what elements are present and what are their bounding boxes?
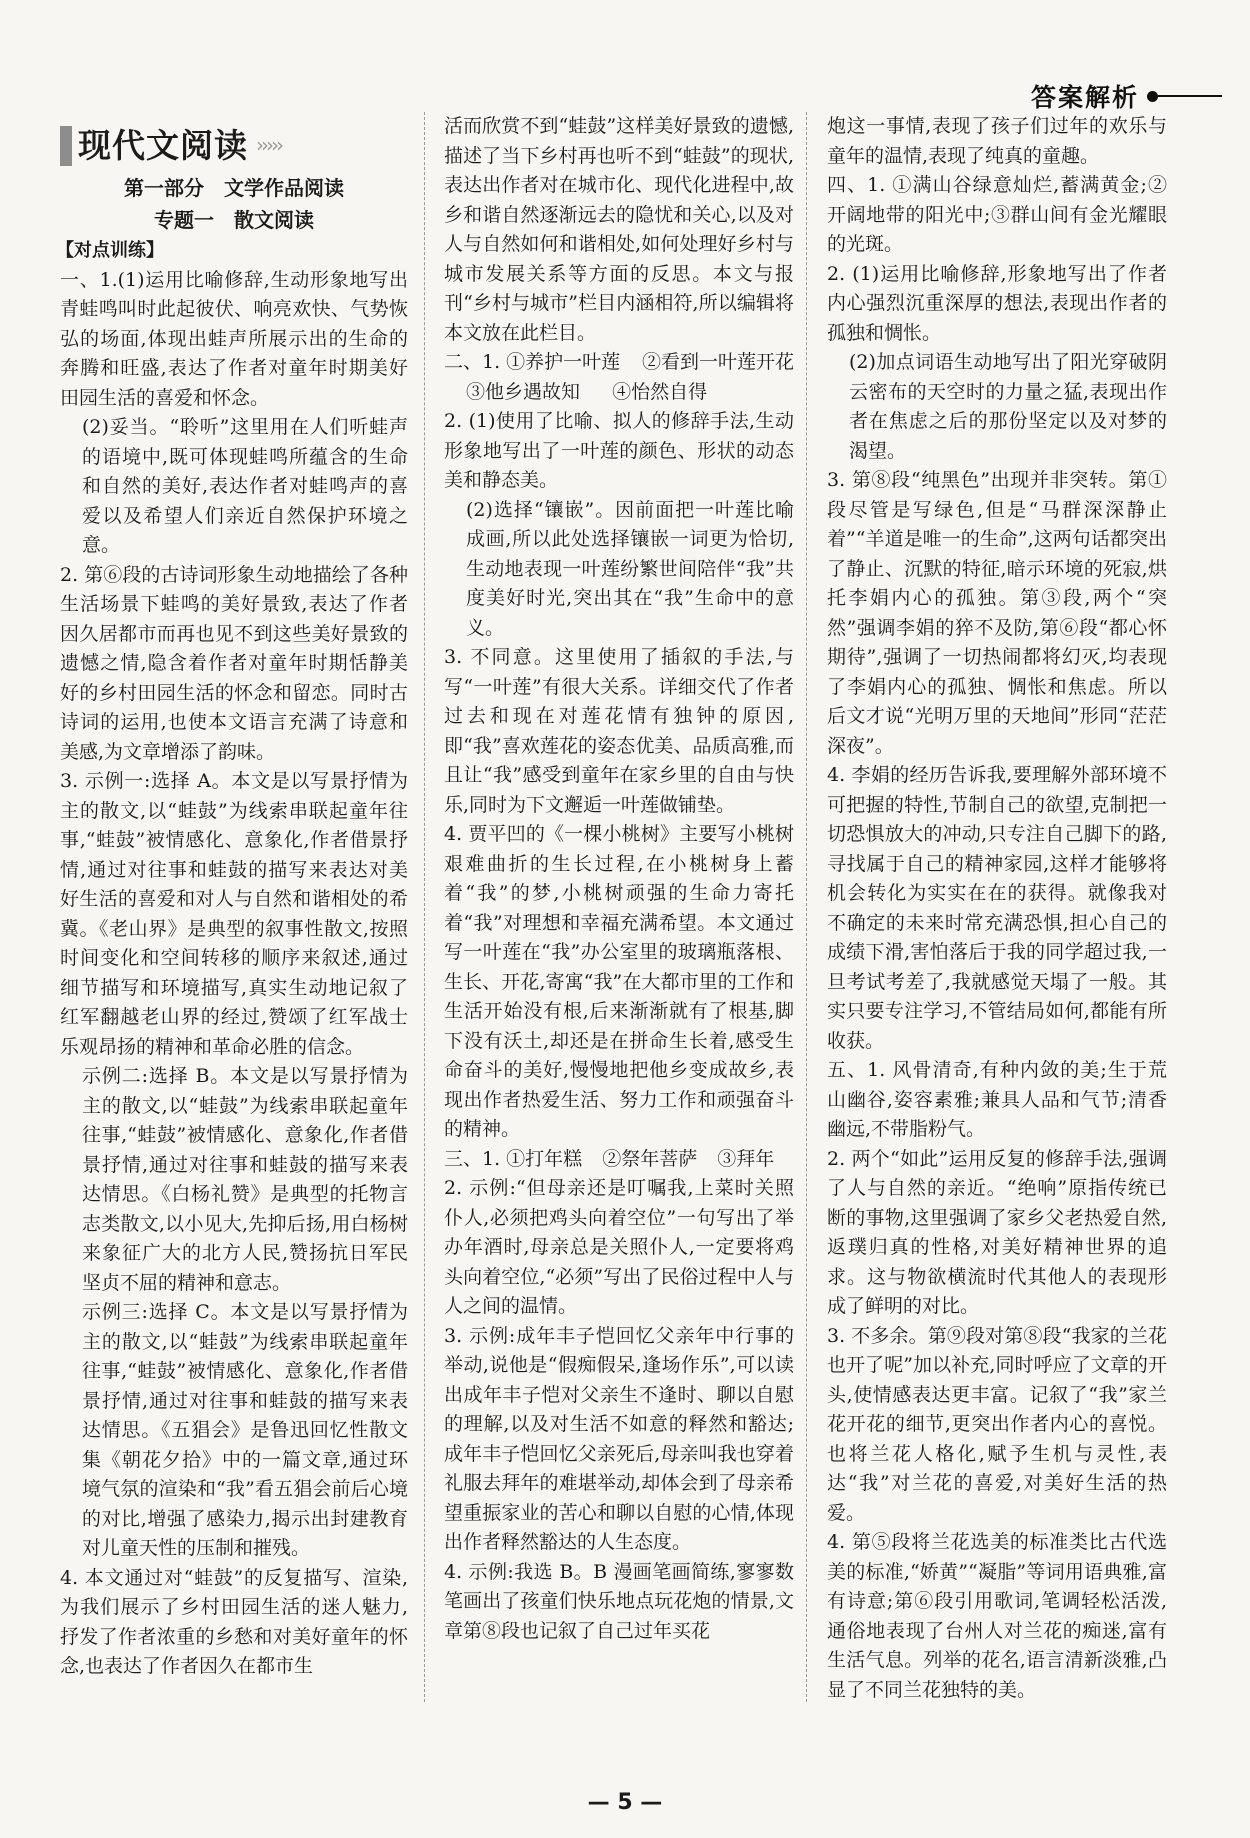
answer-paragraph: 示例三:选择 C。本文是以写景抒情为主的散文,以“蛙鼓”为线索串联起童年往事,“蛙鼓”被情感化、意象化,作者借景抒情,通过对往事和蛙鼓的描写来表达情思。《五猖会》是鲁迅回忆性散文集《朝花夕拾》中的一篇文章,通过环境气氛的渲染和“我”看五猖会前后心境的对比,增强了感染力,揭示出封建教育对儿童天性的压制和摧残。: [82, 1301, 408, 1559]
answer-paragraph: 2. 两个“如此”运用反复的修辞手法,强调了人与自然的亲近。“绝响”原指传统已断的事物,这里强调了家乡父老热爱自然,返璞归真的性格,对美好精神世界的追求。这与物欲横流时代其他人的表现形成了鲜明的对比。: [827, 1147, 1167, 1317]
answer-item: ③拜年: [717, 1147, 775, 1170]
answer-paragraph: 五、1. 风骨清奇,有种内敛的美;生于荒山幽谷,姿容素雅;兼具人品和气节;清香幽远,不带脂粉气。: [827, 1059, 1167, 1140]
answer-paragraph: 炮这一事情,表现了孩子们过年的欢乐与童年的温情,表现了纯真的童趣。: [827, 115, 1167, 167]
section-title-block: [60, 126, 408, 166]
answer-paragraph: 3. 示例一:选择 A。本文是以写景抒情为主的散文,以“蛙鼓”为线索串联起童年往事,“蛙鼓”被情感化、意象化,作者借景抒情,通过对往事和蛙鼓的描写来表达对美好生活的喜爱和对人与自然和谐相处的希冀。《老山界》是典型的叙事性散文,按照时间变化和空间转移的顺序来叙述,通过细节描写和环境描写,真实生动地记叙了红军翻越老山界的经过,赞颂了红军战士乐观昂扬的精神和革命必胜的信念。: [60, 770, 408, 1058]
answer-paragraph: 3. 不多余。第⑨段对第⑧段“我家的兰花也开了呢”加以补充,同时呼应了文章的开头,使情感表达更丰富。记叙了“我”家兰花开花的细节,更突出作者内心的喜悦。也将兰花人格化,赋予生机与灵性,表达“我”对兰花的喜爱,对美好生活的热爱。: [827, 1324, 1167, 1524]
page-number: — 5 —: [587, 1790, 663, 1815]
answer-paragraph: 3. 示例:成年丰子恺回忆父亲年中行事的举动,说他是“假痴假呆,逢场作乐”,可以读出成年丰子恺对父亲生不逢时、聊以自慰的理解,以及对生活不如意的释然和豁达;成年丰子恺回忆父亲死后,母亲叫我也穿着礼服去拜年的难堪举动,却体会到了母亲希望重振家业的苦心和聊以自慰的心情,体现出作者释然豁达的人生态度。: [444, 1324, 794, 1553]
answer-paragraph: 2. 示例:“但母亲还是叮嘱我,上菜时关照仆人,必须把鸡头向着空位”一句写出了举办年酒时,母亲总是关照仆人,一定要将鸡头向着空位,“必须”写出了民俗过程中人与人之间的温情。: [444, 1177, 794, 1317]
answer-line: [444, 1145, 794, 1175]
answer-paragraph: 3. 不同意。这里使用了插叙的手法,与写“一叶莲”有很大关系。详细交代了作者过去和现在对莲花情有独钟的原因,即“我”喜欢莲花的姿态优美、品质高雅,而且让“我”感受到童年在家乡里的自由与快乐,同时为下文邂逅一叶莲做铺垫。: [444, 646, 794, 816]
column-2: [444, 112, 794, 1646]
title-bar-icon: [60, 126, 72, 166]
answer-paragraph: 4. 李娟的经历告诉我,要理解外部环境不可把握的特性,节制自己的欲望,克制把一切恐惧放大的冲动,只专注自己脚下的路,寻找属于自己的精神家园,这样才能够将机会转化为实实在在的获得。就像我对不确定的未来时常充满恐惧,担心自己的成绩下滑,害怕落后于我的同学超过我,一旦考试考差了,我就感觉天塌了一般。其实只要专注学习,不管结局如何,都能有所收获。: [827, 764, 1167, 1052]
answer-paragraph: (2)选择“镶嵌”。因前面把一叶莲比喻成画,所以此处选择镶嵌一词更为恰切,生动地表现一叶莲纷繁世间陪伴“我”共度美好时光,突出其在“我”生命中的意义。: [466, 498, 794, 639]
answer-item: ④怡然自得: [612, 380, 708, 403]
answer-paragraph: (2)妥当。“聆听”这里用在人们听蛙声的语境中,既可体现蛙鸣所蕴含的生命和自然的美好,表达作者对蛙鸣声的喜爱以及希望人们亲近自然保护环境之意。: [82, 416, 408, 556]
answer-paragraph: 示例二:选择 B。本文是以写景抒情为主的散文,以“蛙鼓”为线索串联起童年往事,“蛙鼓”被情感化、意象化,作者借景抒情,通过对往事和蛙鼓的描写来表达情思。《白杨礼赞》是典型的托物言志类散文,以小见大,先抑后扬,用白杨树来象征广大的北方人民,赞扬抗日军民坚贞不屈的精神和意志。: [82, 1065, 408, 1294]
chevrons-icon: ›››››: [256, 133, 281, 158]
column-divider: [424, 112, 425, 1702]
answer-paragraph: 2. 第⑥段的古诗词形象生动地描绘了各种生活场景下蛙鸣的美好景致,表达了作者因久居都市而再也见不到这些美好景致的遗憾之情,隐含着作者对童年时期恬静美好的乡村田园生活的怀念和留恋。同时古诗词的运用,也使本文语言充满了诗意和美感,为文章增添了韵味。: [60, 563, 408, 763]
answer-paragraph: 四、1. ①满山谷绿意灿烂,蓄满黄金;②开阔地带的阳光中;③群山间有金光耀眼的光斑。: [827, 174, 1167, 255]
answer-item: ②祭年菩萨: [602, 1147, 698, 1170]
column-divider: [806, 112, 807, 1702]
answer-paragraph: 活而欣赏不到“蛙鼓”这样美好景致的遗憾,描述了当下乡村再也听不到“蛙鼓”的现状,表达出作者对在城市化、现代化进程中,故乡和谐自然逐渐远去的隐忧和关心,以及对人与自然如何和谐相处,如何处理好乡村与城市发展关系等方面的反思。本文与报刊“乡村与城市”栏目内涵相符,所以编辑将本文放在此栏目。: [444, 115, 794, 344]
answer-paragraph: 2. (1)运用比喻修辞,形象地写出了作者内心强烈沉重深厚的想法,表现出作者的孤独和惆怅。: [827, 262, 1167, 344]
answer-paragraph: (2)加点词语生动地写出了阳光穿破阴云密布的天空时的力量之猛,表现出作者在焦虑之后的那份坚定以及对梦的渴望。: [849, 351, 1167, 462]
answer-paragraph: 2. (1)使用了比喻、拟人的修辞手法,生动形象地写出了一叶莲的颜色、形状的动态美和静态美。: [444, 410, 794, 491]
practice-tag: 【对点训练】: [56, 240, 164, 261]
header-rule: [1158, 95, 1222, 97]
answer-item: 二、1. ①养护一叶莲: [444, 351, 621, 373]
answer-item: 三、1. ①打年糕: [444, 1147, 583, 1170]
column-1: [56, 112, 408, 1682]
answer-line: [444, 348, 794, 378]
answer-paragraph: 一、1.(1)运用比喻修辞,生动形象地写出青蛙鸣叫时此起彼伏、响亮欢快、气势恢弘的场面,体现出蛙声所展示出的生命的奔腾和旺盛,表达了作者对童年时期美好田园生活的喜爱和怀念。: [60, 268, 408, 409]
answer-line: [444, 378, 794, 408]
answer-item: ③他乡遇故知: [466, 380, 581, 403]
bullet-dot-icon: [1147, 91, 1158, 102]
section-header-tag: [1031, 78, 1222, 114]
answer-paragraph: 3. 第⑧段“纯黑色”出现并非突转。第①段尽管是写绿色,但是“马群深深静止着”“羊道是唯一的生命”,这两句话都突出了静止、沉默的特征,暗示环境的死寂,烘托李娟内心的孤独。第③段,两个“突然”强调李娟的猝不及防,第⑥段“都心怀期待”,强调了一切热闹都将幻灭,均表现了李娟内心的孤独、惆怅和焦虑。所以后文才说“光明万里的天地间”形同“茫茫深夜”。: [827, 469, 1167, 757]
answer-paragraph: 4. 示例:我选 B。B 漫画笔画简练,寥寥数笔画出了孩童们快乐地点玩花炮的情景,文章第⑧段也记叙了自己过年买花: [444, 1560, 794, 1642]
column-3: [827, 112, 1167, 1705]
answer-item: ②看到一叶莲开花: [641, 351, 794, 373]
part-title: 第一部分 文学作品阅读: [124, 176, 344, 200]
answer-paragraph: 4. 贾平凹的《一棵小桃树》主要写小桃树艰难曲折的生长过程,在小桃树身上蓄着“我”的梦,小桃树顽强的生命力寄托着“我”对理想和幸福充满希望。本文通过写一叶莲在“我”办公室里的玻璃瓶落根、生长、开花,寄寓“我”在大都市里的工作和生活开始没有根,后来渐渐就有了根基,脚下没有沃土,却还是在拼命生长着,感受生命奋斗的美好,慢慢地把他乡变成故乡,表现出作者热爱生活、努力工作和顽强奋斗的精神。: [444, 823, 794, 1140]
section-title: 现代文阅读: [78, 126, 248, 166]
answer-paragraph: 4. 本文通过对“蛙鼓”的反复描写、渲染,为我们展示了乡村田园生活的迷人魅力,抒发了作者浓重的乡愁和对美好童年的怀念,也表达了作者因久在都市生: [60, 1566, 408, 1677]
answer-paragraph: 4. 第⑤段将兰花选美的标准类比古代选美的标准,“娇黄”“凝脂”等词用语典雅,富有诗意;第⑥段引用歌词,笔调轻松活泼,通俗地表现了台州人对兰花的痴迷,富有生活气息。列举的花名,语言清新淡雅,凸显了不同兰花独特的美。: [827, 1531, 1167, 1701]
header-label: 答案解析: [1030, 83, 1139, 112]
topic-title: 专题一 散文阅读: [154, 207, 314, 232]
